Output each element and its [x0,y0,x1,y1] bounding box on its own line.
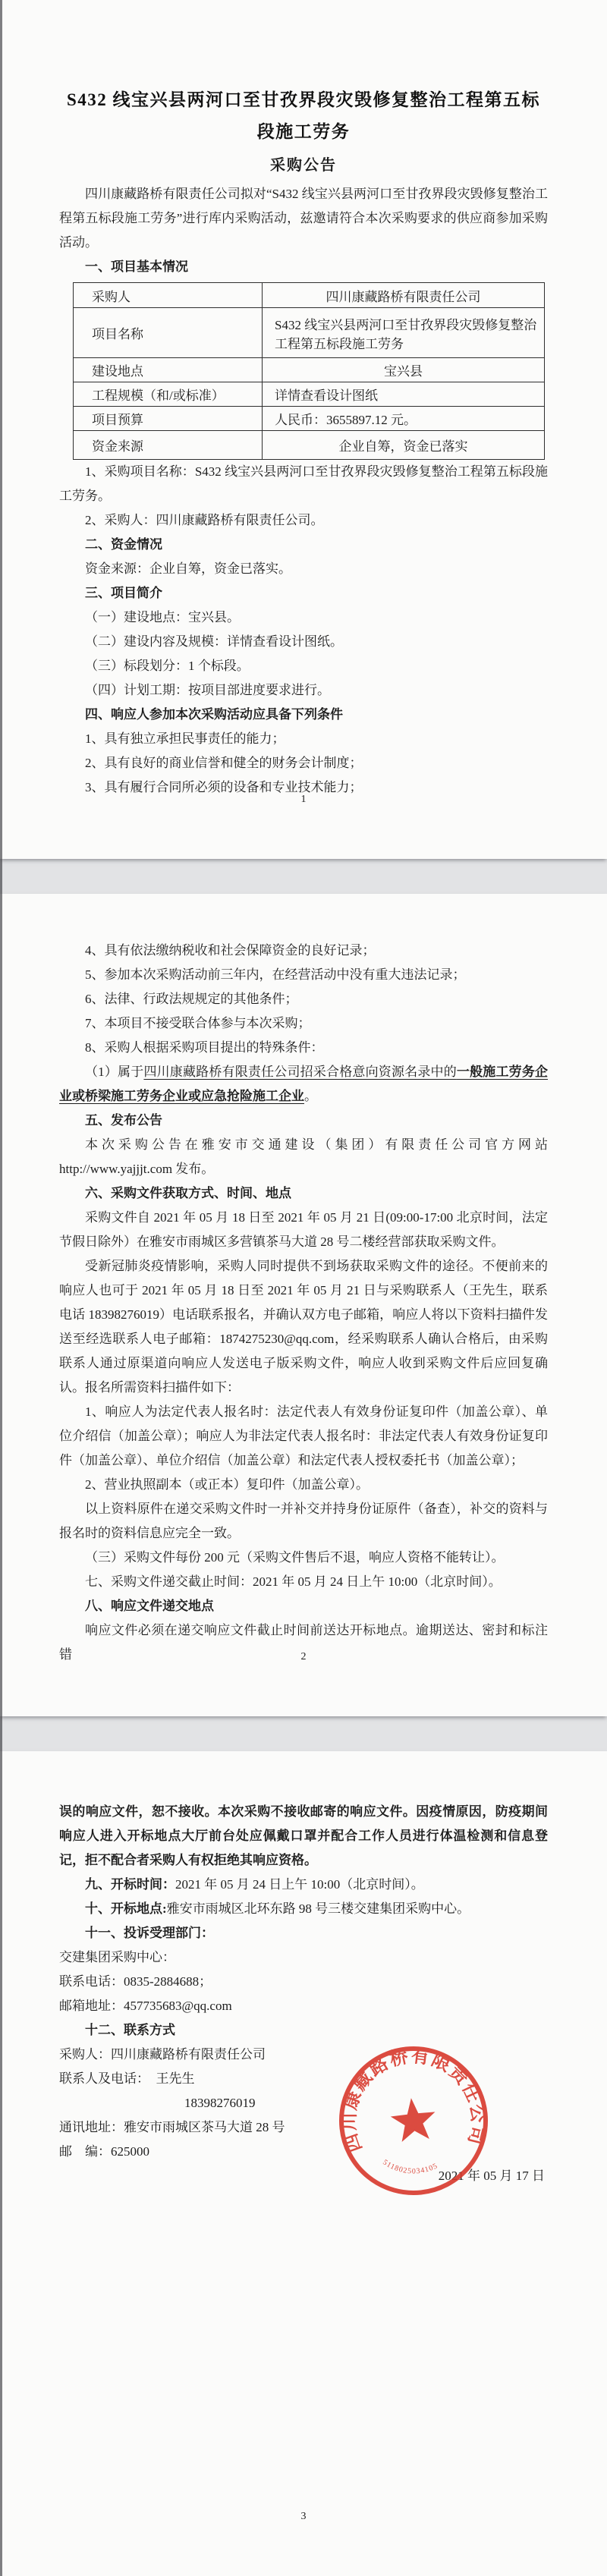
table-row [74,382,545,407]
section9-line [59,1873,548,1897]
seal-registration-number: 5118025034105 [381,2158,439,2176]
section4-heading: 四、响应人参加本次采购活动应具备下列条件 [85,707,343,722]
table-value: 人民币：3655897.12 元。 [263,407,545,431]
section6-paragraph2: 受新冠肺炎疫情影响，采购人同时提供不到场获取采购文件的途径。不便前来的响应人也可于 2021 年 05 月 18 日至 2021 年 05 月 21 日与采购联系人（王先生，联系电话 18398276019）电话联系报名，并确认双方电子邮箱，响应人将以下资料扫描件发送至经选联系人电子邮箱：1874275230@qq.com，经采购联系人确认合格后，由采购联系人通过原渠道向响应人发送电子版采购文件，响应人收到采购文件后应回复确认。报名所需资料扫描件如下： [59,1259,548,1395]
section8-body-continued: 误的响应文件，恕不接收。本次采购不接收邮寄的响应文件。因疫情原因，防疫期间响应人进入开标地点大厅前台处应佩戴口罩并配合工作人员进行体温检测和信息登记，拒不配合者采购人有权拒绝其响应资格。 [59,1804,548,1867]
seal-star-icon [389,2096,439,2143]
table-label: 资金来源 [74,431,263,460]
paragraph-item2: 2、采购人：四川康藏路桥有限责任公司。 [85,513,324,527]
section4-item: 1、具有独立承担民事责任的能力； [85,731,285,746]
table-label: 项目名称 [74,308,263,358]
table-label: 采购人 [74,283,263,308]
section3-item: （一）建设地点：宝兴县。 [85,610,240,624]
special-condition-bold-underlined: 一般施工劳务企业或桥梁施工劳务企业或应急抢险施工企业 [59,1065,549,1103]
section6-paragraph1: 采购文件自 2021 年 05 月 18 日至 2021 年 05 月 21 日(09:00-17:00 北京时间，法定节假日除外）在雅安市雨城区多营镇茶马大道 28 号二楼经营部获取采购文件。 [59,1210,548,1249]
section8-body-start: 响应文件必须在递交响应文件截止时间前送达开标地点。逾期送达、密封和标注错 [59,1623,548,1662]
section4-item: 4、具有依法缴纳税收和社会保障资金的良好记录； [85,943,376,958]
table-label: 项目预算 [74,407,263,431]
section3-item: （三）标段划分：1 个标段。 [85,659,250,673]
company-seal-stamp [330,2037,497,2204]
special-condition-suffix: 。 [304,1089,317,1103]
section2-body: 资金来源：企业自筹，资金已落实。 [85,561,291,576]
complaint-phone-line: 联系电话：0835-2884688； [59,1974,212,1989]
seal-company-name: 四川康藏路桥有限责任公司 [339,2046,488,2155]
section10-line [59,1897,548,1921]
table-value: 企业自筹，资金已落实 [263,431,545,460]
page-number: 2 [300,1651,307,1662]
document-subtitle: 采购公告 [270,157,337,174]
section6-item1: 1、响应人为法定代表人报名时：法定代表人有效身份证复印件（加盖公章）、单位介绍信（加盖公章）；响应人为非法定代表人报名时：非法定代表人有效身份证复印件（加盖公章）、单位介绍信（加盖公章）和法定代表人授权委托书（加盖公章）； [59,1404,548,1467]
page-number: 1 [300,794,307,805]
section12-heading: 十二、联系方式 [85,2023,175,2037]
announcement-date: 2021 年 05 月 17 日 [438,2169,545,2183]
complaint-email-line: 邮箱地址：457735683@qq.com [59,1999,232,2013]
section6-paragraph3: 以上资料原件在递交采购文件时一并补交并持身份证原件（备查），补交的资料与报名时的资料信息应完全一致。 [59,1502,548,1540]
section4-item: 5、参加本次采购活动前三年内，在经营活动中没有重大违法记录； [85,967,466,982]
section9-value: 2021 年 05 月 24 日上午 10:00（北京时间）。 [175,1877,424,1892]
section4-item: 8、采购人根据采购项目提出的特殊条件： [85,1040,324,1055]
table-value: 四川康藏路桥有限责任公司 [263,283,545,308]
section4-item: 7、本项目不接受联合体参与本次采购； [85,1016,311,1030]
table-label: 建设地点 [74,358,263,382]
document-title-line2: 段施工劳务 [256,122,351,141]
table-row [74,358,545,382]
section10-label: 十、开标地点: [85,1901,167,1916]
section3-heading: 三、项目简介 [85,586,162,600]
section1-heading: 一、项目基本情况 [85,259,188,274]
page-number: 3 [300,2511,307,2522]
table-value: 详情查看设计图纸 [263,382,545,407]
paragraph-item1: 1、采购项目名称：S432 线宝兴县两河口至甘孜界段灾毁修复整治工程第五标段施工劳务。 [59,464,548,503]
section3-item: （二）建设内容及规模：详情查看设计图纸。 [85,634,343,649]
section5-heading: 五、发布公告 [85,1113,162,1128]
project-info-table [73,282,545,460]
intro-paragraph: 四川康藏路桥有限责任公司拟对“S432 线宝兴县两河口至甘孜界段灾毁修复整治工程第五标段施工劳务”进行库内采购活动，兹邀请符合本次采购要求的供应商参加采购活动。 [59,187,548,250]
section4-item: 3、具有履行合同所必须的设备和专业技术能力； [85,780,363,794]
table-value: S432 线宝兴县两河口至甘孜界段灾毁修复整治工程第五标段施工劳务 [263,308,545,358]
document-page-3 [0,1751,607,2576]
complaint-center-line: 交建集团采购中心： [59,1950,175,1964]
section7-line: 七、采购文件递交截止时间：2021 年 05 月 24 日上午 10:00（北京时间）。 [85,1574,502,1589]
section6-paragraph4: （三）采购文件每份 200 元（采购文件售后不退，响应人资格不能转让）。 [85,1550,505,1565]
section4-item: 6、法律、行政法规规定的其他条件； [85,992,298,1006]
special-condition-paragraph [59,1060,548,1109]
table-row [74,431,545,460]
special-condition-underlined: 四川康藏路桥有限责任公司招采合格意向资源名录中的 [143,1065,457,1079]
section8-heading: 八、响应文件递交地点 [85,1599,214,1613]
scan-edge-shadow [0,0,2,2576]
contact-phone-line: 18398276019 [184,2096,256,2110]
section4-item: 2、具有良好的商业信誉和健全的财务会计制度； [85,756,363,770]
section11-heading: 十一、投诉受理部门： [85,1926,214,1940]
section6-heading: 六、采购文件获取方式、时间、地点 [85,1186,291,1200]
table-row [74,308,545,358]
mailing-address-line: 通讯地址：雅安市雨城区茶马大道 28 号 [59,2120,285,2134]
document-page-2 [0,894,607,1716]
contact-name-line: 联系人及电话： 王先生 [59,2071,195,2086]
special-condition-prefix: （1）属于 [85,1065,144,1079]
section9-label: 九、开标时间： [85,1877,175,1892]
section5-body: 本次采购公告在雅安市交通建设（集团）有限责任公司官方网站 http://www.yajjjt.com 发布。 [59,1137,548,1176]
document-page-1 [0,0,607,859]
section6-item2: 2、营业执照副本（或正本）复印件（加盖公章）。 [85,1477,369,1492]
document-title-line1: S432 线宝兴县两河口至甘孜界段灾毁修复整治工程第五标 [66,90,541,109]
section3-item: （四）计划工期：按项目部进度要求进行。 [85,683,330,697]
postcode-line: 邮 编：625000 [59,2144,149,2159]
table-value: 宝兴县 [263,358,545,382]
section2-heading: 二、资金情况 [85,537,162,552]
table-label: 工程规模（和/或标准） [74,382,263,407]
purchaser-line: 采购人：四川康藏路桥有限责任公司 [59,2047,266,2062]
table-row [74,407,545,431]
section10-value: 雅安市雨城区北环东路 98 号三楼交建集团采购中心。 [166,1901,470,1916]
table-row [74,283,545,308]
